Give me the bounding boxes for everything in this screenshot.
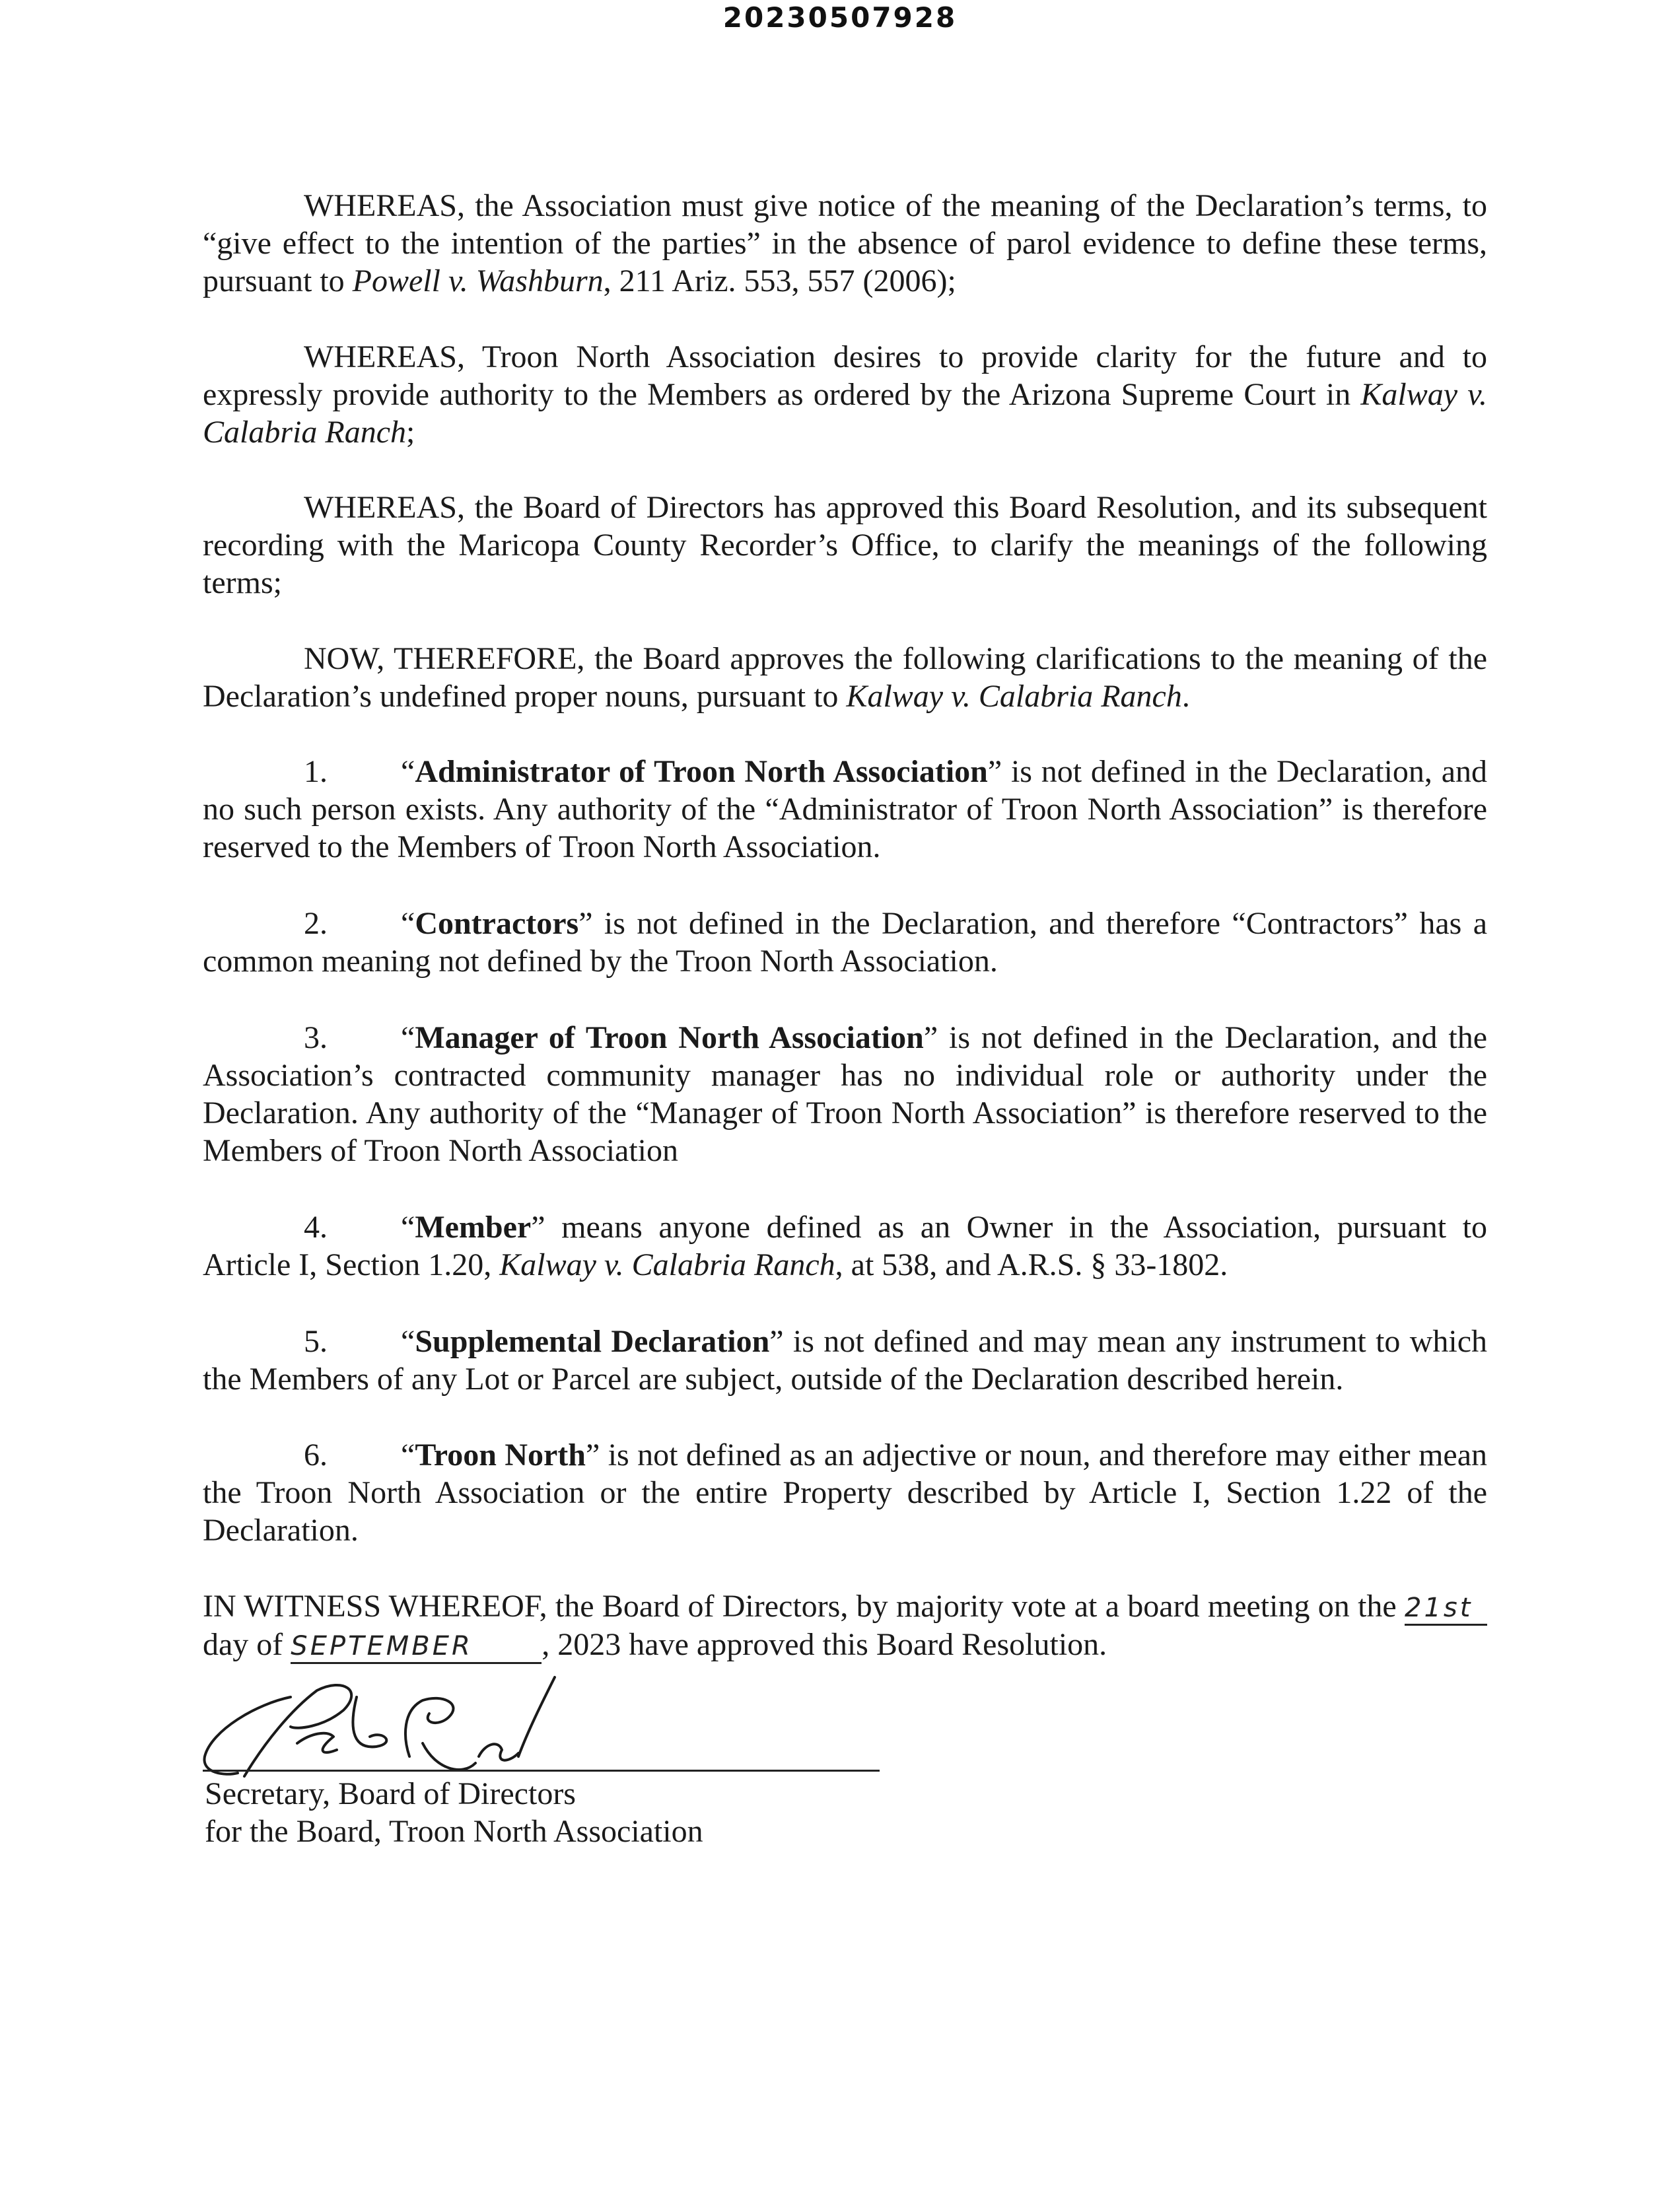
recital-paragraph: WHEREAS, the Association must give notice of the meaning of the Declaration’s terms, to “give effect to the intention of the parties” in the absence of parol evidence to define these terms, pursuant to Powell v. Washburn, 211 Ariz. 553, 557 (2006);	[203, 188, 1487, 298]
defined-term: Troon North	[415, 1438, 586, 1473]
definition-item: 6. “Troon North” is not defined as an adjective or noun, and therefore may either mean the Troon North Association or the entire Property described by Article I, Section 1.22 of the Declaration.	[203, 1438, 1488, 1548]
item-number: 1.	[304, 754, 328, 789]
case-citation: Kalway v. Calabria Ranch	[203, 377, 1487, 450]
case-citation: Kalway v. Calabria Ranch	[846, 679, 1182, 714]
signer-title: Secretary, Board of Directors	[205, 1776, 576, 1811]
recording-number: 20230507928	[722, 1, 958, 34]
item-number: 2.	[304, 906, 328, 941]
defined-term: Manager of Troon North Association	[415, 1020, 924, 1055]
signer-organization: for the Board, Troon North Association	[205, 1814, 703, 1849]
day-field: 21st	[1405, 1592, 1487, 1626]
defined-term: Administrator of Troon North Association	[415, 754, 988, 789]
recital-paragraph: WHEREAS, Troon North Association desires to provide clarity for the future and to expressly provide authority to the Members as ordered by the Arizona Supreme Court in Kalway v. Calabria Ranch;	[203, 339, 1487, 450]
item-number: 4.	[304, 1210, 328, 1245]
signature-caption	[205, 1775, 703, 1850]
item-number: 5.	[304, 1324, 328, 1359]
item-number: 3.	[304, 1020, 328, 1055]
item-number: 6.	[304, 1438, 328, 1473]
definition-item: 2. “Contractors” is not defined in the Declaration, and therefore “Contractors” has a common meaning not defined by the Troon North Association.	[203, 906, 1487, 979]
definition-item: 3. “Manager of Troon North Association” is not defined in the Declaration, and the Association’s contracted community manager has no individual role or authority under the Declaration. Any authority of the “Manager of Troon North Association” is therefore reserved to the Members of Troon North Association	[203, 1020, 1487, 1168]
definition-item: 1. “Administrator of Troon North Association” is not defined in the Declaration, and no such person exists. Any authority of the “Administrator of Troon North Association” is therefore reserved to the Members of Troon North Association.	[203, 754, 1488, 864]
witness-clause: IN WITNESS WHEREOF, the Board of Directors, by majority vote at a board meeting on the 21st day of SEPTEMBER , 2023 have approved this Board Resolution.	[203, 1587, 1487, 1664]
defined-term: Supplemental Declaration	[415, 1324, 770, 1359]
case-citation: Powell v. Washburn	[352, 263, 604, 298]
defined-term: Contractors	[415, 906, 579, 941]
definition-item: 5. “Supplemental Declaration” is not defined and may mean any instrument to which the Members of any Lot or Parcel are subject, outside of the Declaration described herein.	[203, 1324, 1488, 1397]
month-field: SEPTEMBER	[291, 1630, 542, 1664]
resolution-paragraph: NOW, THEREFORE, the Board approves the following clarifications to the meaning of the Declaration’s undefined proper nouns, pursuant to Kalway v. Calabria Ranch.	[203, 641, 1487, 714]
recital-paragraph: WHEREAS, the Board of Directors has approved this Board Resolution, and its subsequent recording with the Maricopa County Recorder’s Office, to clarify the meanings of the following terms;	[203, 490, 1487, 600]
definition-item: 4. “Member” means anyone defined as an Owner in the Association, pursuant to Article I, Section 1.20, Kalway v. Calabria Ranch, at 538, and A.R.S. § 33-1802.	[203, 1210, 1487, 1282]
case-citation: Kalway v. Calabria Ranch	[499, 1247, 835, 1282]
defined-term: Member	[415, 1210, 532, 1245]
signature-line	[203, 1770, 880, 1772]
